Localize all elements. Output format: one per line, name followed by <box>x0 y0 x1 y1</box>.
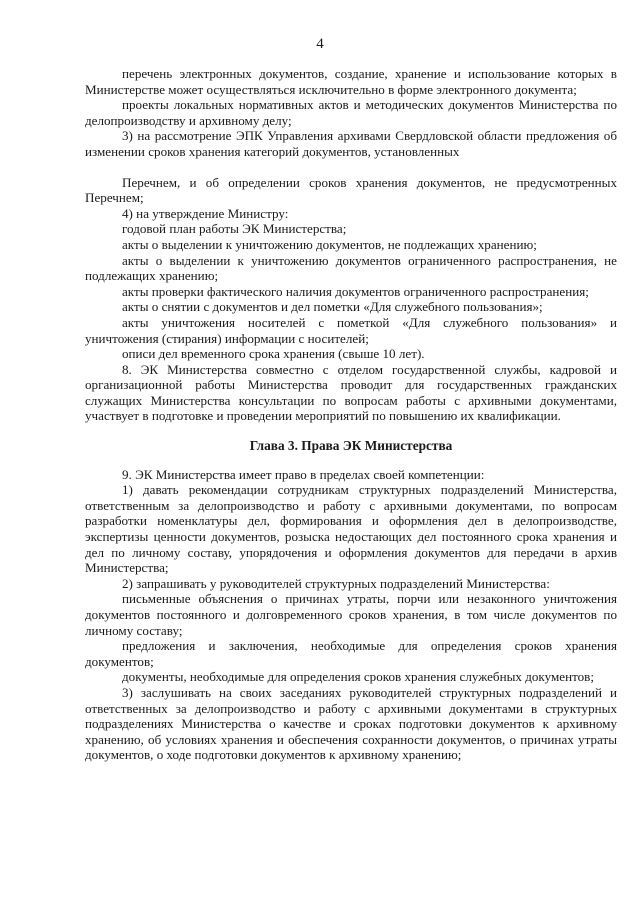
paragraph: 1) давать рекомендации сотрудникам структурных подразделений Министерства, ответственным за делопроизводство и работу с архивными документами, по вопросам разработки номенклатуры дел, формирования и оформления дел в делопроизводстве, экспертизы ценности документов, розыска недостающих дел постоянного срока хранения и дел по личному составу, упорядочения и оформления документов для передачи в архив Министерства; <box>85 482 617 576</box>
paragraph: проекты локальных нормативных актов и методических документов Министерства по делопроизводству и архивному делу; <box>85 97 617 128</box>
paragraph: письменные объяснения о причинах утраты, порчи или незаконного уничтожения документов постоянного и долговременного сроков хранения, в том числе документов по личному составу; <box>85 591 617 638</box>
paragraph: предложения и заключения, необходимые для определения сроков хранения документов; <box>85 638 617 669</box>
paragraph: документы, необходимые для определения сроков хранения служебных документов; <box>122 669 594 685</box>
chapter-heading: Глава 3. Права ЭК Министерства <box>249 438 453 454</box>
paragraph: акты о выделении к уничтожению документов, не подлежащих хранению; <box>122 236 537 252</box>
paragraph: 3) на рассмотрение ЭПК Управления архивами Свердловской области предложения об изменении сроков хранения категорий документов, установленных <box>85 128 617 159</box>
paragraph: акты проверки фактического наличия документов ограниченного распространения; <box>122 283 589 299</box>
paragraph: акты о выделении к уничтожению документов ограниченного распространения, не подлежащих хранению; <box>85 252 617 284</box>
paragraph: 2) запрашивать у руководителей структурных подразделений Министерства: <box>122 575 550 591</box>
page-number: 4 <box>316 36 324 52</box>
paragraph: описи дел временного срока хранения (свыше 10 лет). <box>122 346 425 362</box>
paragraph: 9. ЭК Министерства имеет право в пределах своей компетенции: <box>122 466 485 482</box>
paragraph: перечень электронных документов, создание, хранение и использование которых в Министерстве может осуществляться исключительно в форме электронного документа; <box>85 66 617 97</box>
paragraph: Перечнем, и об определении сроков хранения документов, не предусмотренных Перечнем; <box>85 174 617 206</box>
document-body <box>85 66 617 763</box>
paragraph: годовой план работы ЭК Министерства; <box>122 221 347 237</box>
paragraph: 4) на утверждение Министру: <box>122 205 289 221</box>
paragraph: акты уничтожения носителей с пометкой «Для служебного пользования» и уничтожения (стирания) информации с носителей; <box>85 314 617 346</box>
paragraph: акты о снятии с документов и дел пометки «Для служебного пользования»; <box>122 299 543 315</box>
paragraph: 8. ЭК Министерства совместно с отделом государственной службы, кадровой и организационной работы Министерства проводит для государственных гражданских служащих Министерства консультации по вопросам работы с архивными документами, участвует в подготовке и проведении мероприятий по повышению их квалификации. <box>85 361 617 424</box>
paragraph: 3) заслушивать на своих заседаниях руководителей структурных подразделений и ответственных за делопроизводство и работу с архивными документами в структурных подразделениях Министерства о качестве и сроках подготовки документов к архивному хранению, об условиях хранения и обеспечения сохранности документов, о причинах утраты документов, о ходе подготовки документов к архивному хранению; <box>85 684 617 763</box>
